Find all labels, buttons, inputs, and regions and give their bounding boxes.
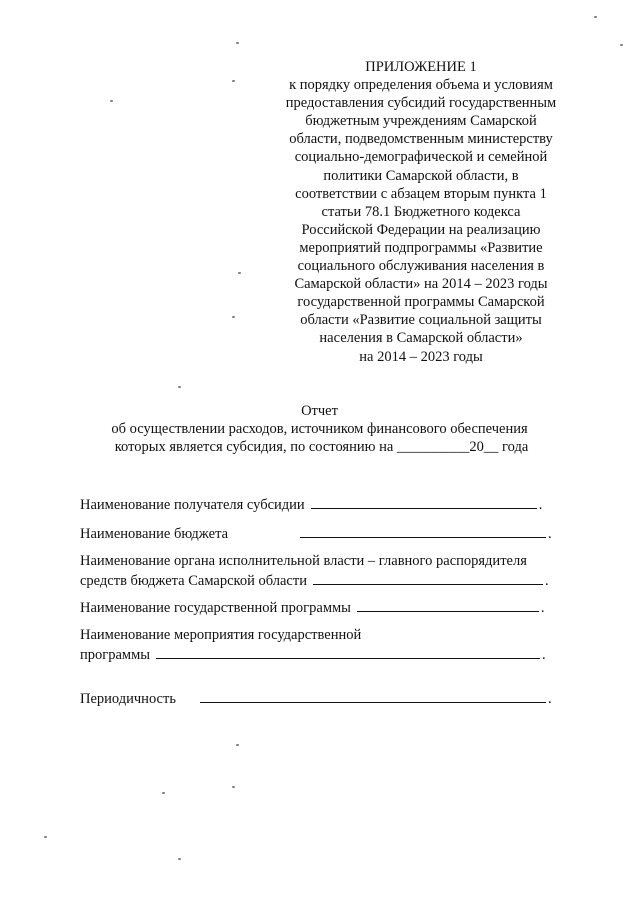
report-heading bbox=[0, 402, 639, 456]
scan-speck bbox=[236, 744, 239, 746]
budget-field bbox=[80, 524, 552, 544]
periodicity-field bbox=[80, 689, 552, 709]
scan-speck bbox=[110, 100, 113, 102]
report-subtitle-line: которых является субсидия, по состоянию на __________20__ года bbox=[114, 439, 529, 455]
appendix-line: Российской Федерации на реализацию bbox=[301, 221, 541, 238]
scan-speck bbox=[238, 272, 241, 274]
recipient-field bbox=[80, 495, 542, 515]
authority-blank[interactable] bbox=[313, 571, 543, 585]
scan-speck bbox=[44, 836, 47, 838]
appendix-title: ПРИЛОЖЕНИЕ 1 bbox=[365, 59, 477, 75]
scan-speck bbox=[178, 386, 181, 388]
program-field bbox=[80, 598, 545, 618]
periodicity-blank[interactable] bbox=[200, 689, 546, 703]
recipient-blank[interactable] bbox=[311, 495, 537, 509]
field-terminator: . bbox=[547, 691, 552, 707]
appendix-line: населения в Самарской области» bbox=[319, 330, 523, 347]
recipient-label: Наименование получателя субсидии bbox=[80, 497, 305, 513]
appendix-line: области «Развитие социальной защиты bbox=[300, 312, 542, 329]
appendix-line: политики Самарской области, в bbox=[323, 167, 519, 184]
authority-field bbox=[80, 552, 549, 591]
field-terminator: . bbox=[540, 600, 545, 616]
scan-speck bbox=[162, 792, 165, 794]
appendix-line: социально-демографической и семейной bbox=[294, 149, 548, 166]
measure-field bbox=[80, 626, 546, 665]
scan-speck bbox=[232, 80, 235, 82]
field-terminator: . bbox=[548, 526, 552, 542]
scan-speck bbox=[236, 42, 239, 44]
budget-label: Наименование бюджета bbox=[80, 526, 229, 542]
appendix-line: социального обслуживания населения в bbox=[297, 258, 545, 275]
appendix-line: Самарской области» на 2014 – 2023 годы bbox=[294, 276, 548, 293]
appendix-line: статьи 78.1 Бюджетного кодекса bbox=[321, 203, 521, 220]
scan-speck bbox=[594, 16, 597, 18]
scan-speck bbox=[620, 44, 623, 46]
authority-label-line2: средств бюджета Самарской области bbox=[80, 573, 307, 589]
appendix-line: области, подведомственным министерству bbox=[289, 131, 553, 148]
appendix-line: предоставления субсидий государственным bbox=[285, 95, 557, 112]
program-blank[interactable] bbox=[357, 598, 539, 612]
authority-label-line1: Наименование органа исполнительной власти – главного распорядителя bbox=[80, 553, 527, 569]
budget-blank[interactable] bbox=[300, 524, 546, 538]
measure-blank[interactable] bbox=[156, 645, 540, 659]
measure-label-line2: программы bbox=[80, 647, 150, 663]
periodicity-label: Периодичность bbox=[80, 691, 176, 707]
appendix-line: соответствии с абзацем вторым пункта 1 bbox=[295, 185, 547, 202]
scan-speck bbox=[232, 786, 235, 788]
appendix-line: мероприятий подпрограммы «Развитие bbox=[299, 239, 543, 256]
appendix-header bbox=[280, 58, 562, 366]
report-title: Отчет bbox=[301, 403, 338, 419]
scan-speck bbox=[178, 858, 181, 860]
appendix-line: к порядку определения объема и условиям bbox=[289, 77, 553, 94]
field-terminator: . bbox=[542, 647, 546, 663]
field-terminator: . bbox=[544, 573, 549, 589]
scan-speck bbox=[232, 316, 235, 318]
measure-label-line1: Наименование мероприятия государственной bbox=[80, 627, 362, 643]
report-subtitle-line: об осуществлении расходов, источником финансового обеспечения bbox=[111, 421, 528, 437]
field-terminator: . bbox=[538, 497, 543, 513]
appendix-line: бюджетным учреждениям Самарской bbox=[305, 113, 537, 130]
appendix-line: государственной программы Самарской bbox=[297, 294, 545, 311]
program-label: Наименование государственной программы bbox=[80, 600, 351, 616]
appendix-line: на 2014 – 2023 годы bbox=[359, 348, 483, 365]
